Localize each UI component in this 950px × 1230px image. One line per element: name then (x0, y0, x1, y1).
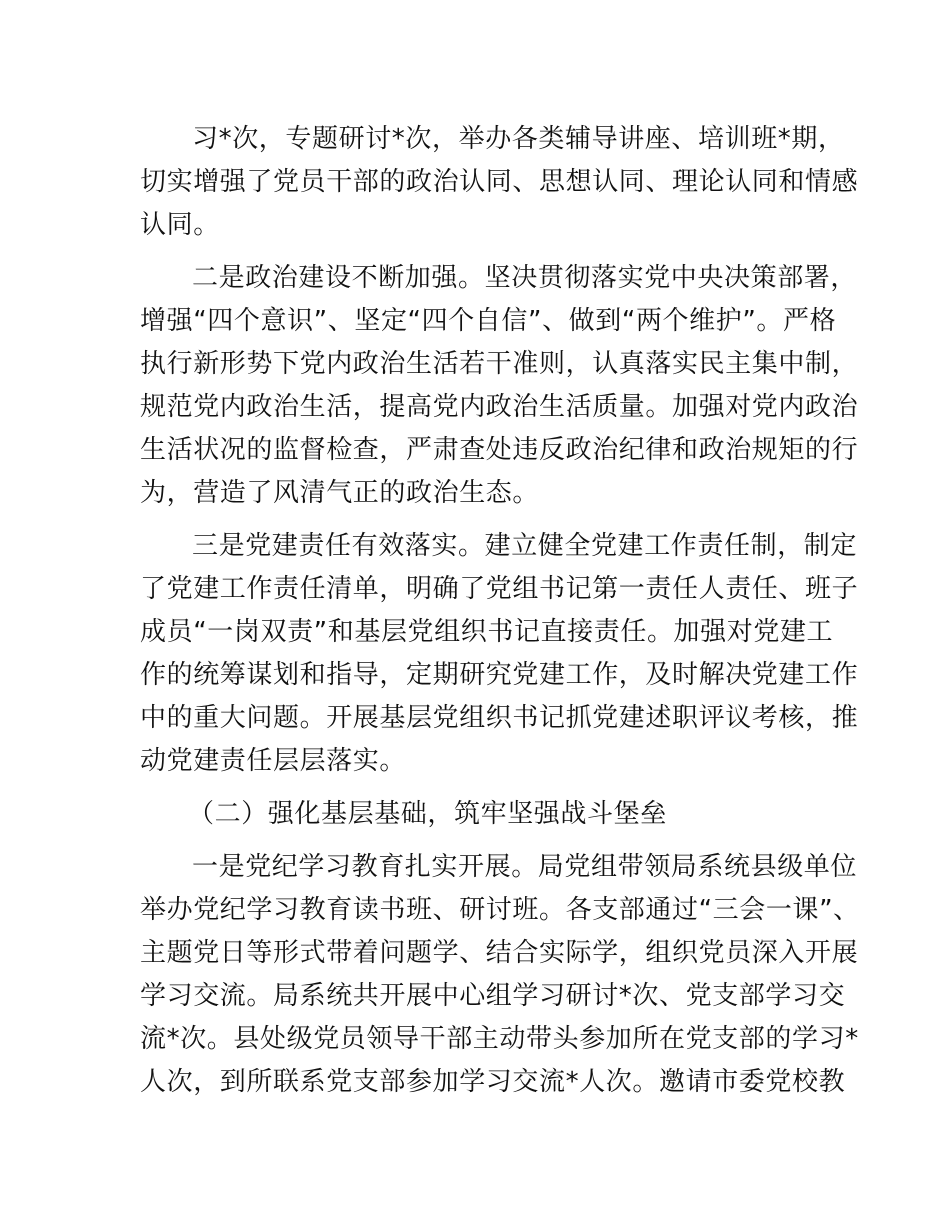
text-line: 人次，到所联系党支部参加学习交流*人次。邀请市委党校教 (140, 1067, 846, 1097)
text-line: 为，营造了风清气正的政治生态。 (140, 478, 540, 508)
paragraph-political-construction (140, 257, 859, 515)
text-line: 认同。 (140, 210, 220, 240)
text-line: 成员“一岗双责”和基层党组织书记直接责任。加强对党建工 (140, 617, 834, 647)
section-heading-text: （二）强化基层基础，筑牢坚强战斗堡垒 (188, 799, 667, 829)
text-line: 二是政治建设不断加强。坚决贯彻落实党中央决策部署， (192, 263, 858, 293)
document-body (140, 118, 860, 1104)
section-heading (140, 793, 810, 836)
text-line: 动党建责任层层落实。 (140, 746, 407, 776)
paragraph-discipline-education (140, 846, 860, 1104)
text-line: 规范党内政治生活，提高党内政治生活质量。加强对党内政治 (140, 392, 859, 422)
text-line: 习*次，专题研讨*次，举办各类辅导讲座、培训班*期， (192, 124, 845, 154)
text-line: 了党建工作责任清单，明确了党组书记第一责任人责任、班子 (140, 574, 859, 604)
text-line: 学习交流。局系统共开展中心组学习研讨*次、党支部学习交 (140, 981, 846, 1011)
text-line: 中的重大问题。开展基层党组织书记抓党建述职评议考核，推 (140, 703, 859, 733)
text-line: 增强“四个意识”、坚定“四个自信”、做到“两个维护”。严格 (140, 306, 837, 336)
text-line: 主题党日等形式带着问题学、结合实际学，组织党员深入开展 (140, 938, 859, 968)
text-line: 切实增强了党员干部的政治认同、思想认同、理论认同和情感 (140, 167, 859, 197)
text-line: 生活状况的监督检查，严肃查处违反政治纪律和政治规矩的行 (140, 435, 859, 465)
text-line: 三是党建责任有效落实。建立健全党建工作责任制，制定 (192, 531, 858, 561)
text-line: 举办党纪学习教育读书班、研讨班。各支部通过“三会一课”、 (140, 895, 860, 925)
text-line: 一是党纪学习教育扎实开展。局党组带领局系统县级单位 (192, 852, 858, 882)
text-line: 作的统筹谋划和指导，定期研究党建工作，及时解决党建工作 (140, 660, 859, 690)
paragraph-party-responsibility (140, 525, 859, 783)
paragraph-continuation (140, 118, 859, 247)
text-line: 流*次。县处级党员领导干部主动带头参加所在党支部的学习* (140, 1024, 859, 1054)
text-line: 执行新形势下党内政治生活若干准则，认真落实民主集中制， (140, 349, 859, 379)
